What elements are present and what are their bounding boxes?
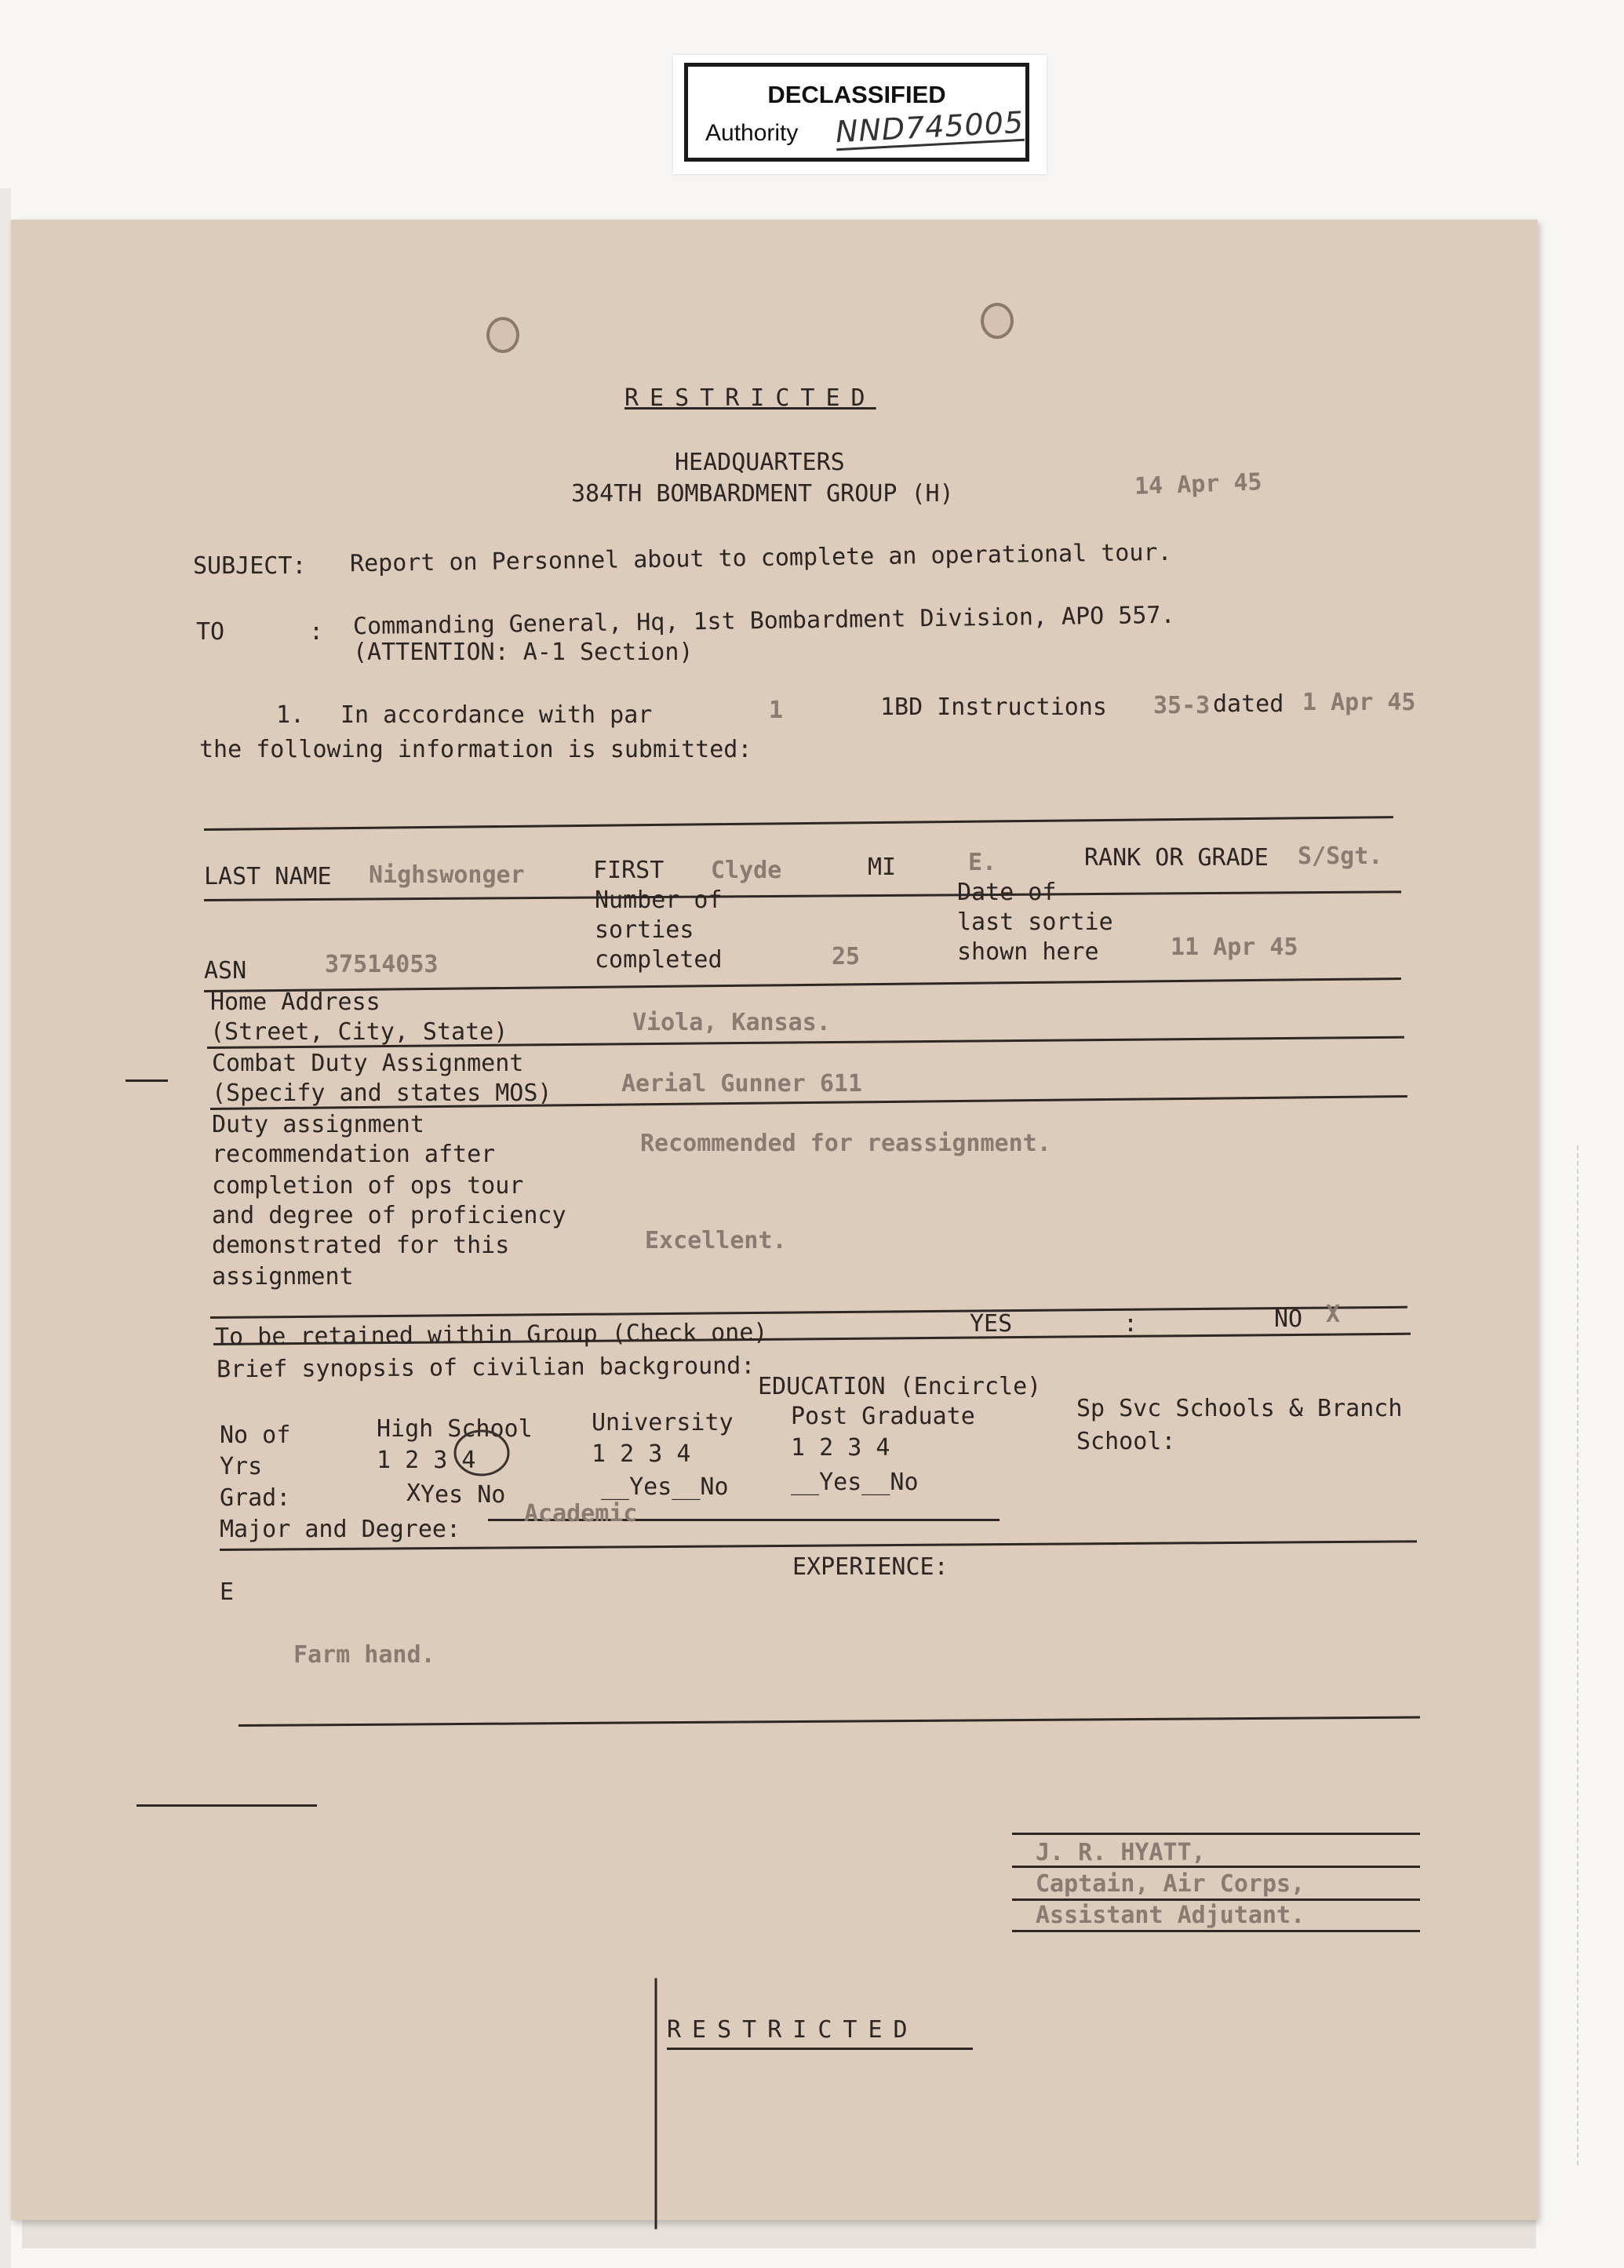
- university-label: University: [592, 1409, 734, 1436]
- post-graduate-label: Post Graduate: [791, 1403, 975, 1430]
- duty-label-6: assignment: [212, 1263, 354, 1291]
- para-instructions: 1BD Instructions: [880, 694, 1107, 721]
- mi-label: MI: [868, 854, 897, 881]
- last-name-label: LAST NAME: [204, 863, 332, 890]
- rank-label: RANK OR GRADE: [1084, 844, 1269, 872]
- retained-colon: :: [1123, 1310, 1138, 1338]
- high-school-grad-mark: X: [406, 1480, 421, 1507]
- declassified-stamp: [673, 55, 1047, 174]
- document-page: [11, 220, 1538, 2220]
- combat-label-1: Combat Duty Assignment: [212, 1050, 524, 1077]
- para-instructions-value: 35-3: [1153, 692, 1211, 719]
- experience-value: Farm hand.: [293, 1641, 435, 1669]
- encircle-year-4-mark: [450, 1425, 513, 1481]
- retained-no-mark: X: [1326, 1301, 1341, 1328]
- classification-bottom: RESTRICTED: [667, 2016, 919, 2044]
- duty-label-3: completion of ops tour: [212, 1172, 524, 1200]
- home-label-2: (Street, City, State): [210, 1018, 508, 1046]
- signature-rule-4: [1012, 1930, 1420, 1932]
- duty-label-2: recommendation after: [212, 1141, 496, 1168]
- sorties-label-1: Number of: [595, 886, 723, 914]
- signature-rule-1: [1012, 1833, 1420, 1835]
- signature-title-2: Assistant Adjutant.: [1036, 1902, 1305, 1929]
- paper-edge-bottom: [22, 2217, 1536, 2248]
- form-rule-name: [204, 890, 1401, 901]
- subject-label: SUBJECT:: [193, 552, 307, 580]
- sorties-value: 25: [832, 943, 861, 970]
- stray-mark-margin: [126, 1079, 168, 1082]
- first-label: FIRST: [593, 857, 665, 884]
- last-name-value: Nighswonger: [369, 861, 525, 889]
- para-text-2: the following information is submitted:: [199, 736, 752, 763]
- to-line-2: (ATTENTION: A-1 Section): [353, 639, 694, 666]
- form-rule-duty: [210, 1306, 1407, 1319]
- duty-label-1: Duty assignment: [212, 1111, 424, 1138]
- stamp-authority-code: NND745005: [834, 104, 1025, 150]
- no-of-label: No of: [220, 1422, 291, 1449]
- classification-bottom-underline: [667, 2048, 973, 2050]
- header-headquarters: HEADQUARTERS: [675, 449, 845, 476]
- para-text-1: In accordance with par: [340, 701, 653, 729]
- high-school-label: High School: [377, 1415, 533, 1443]
- major-value: Academic: [524, 1500, 638, 1527]
- stamp-title: DECLASSIFIED: [767, 81, 946, 108]
- to-label: TO: [196, 618, 225, 646]
- mi-value: E.: [968, 849, 997, 876]
- home-label-1: Home Address: [210, 988, 381, 1016]
- rank-value: S/Sgt.: [1298, 843, 1383, 870]
- signature-rule-3: [1012, 1898, 1420, 1901]
- duty-label-5: demonstrated for this: [212, 1232, 510, 1259]
- retained-label: To be retained within Group (Check one): [214, 1318, 768, 1352]
- duty-label-4: and degree of proficiency: [212, 1202, 566, 1229]
- home-value: Viola, Kansas.: [632, 1009, 831, 1036]
- header-group: 384TH BOMBARDMENT GROUP (H): [571, 480, 954, 508]
- vertical-crease-mark: [655, 1979, 657, 2230]
- experience-label: EXPERIENCE:: [792, 1553, 949, 1581]
- sp-svc-label-1: Sp Svc Schools & Branch: [1076, 1395, 1403, 1422]
- para-dated-label: dated: [1213, 690, 1284, 718]
- retained-no-label: NO: [1274, 1305, 1303, 1333]
- signature-title-1: Captain, Air Corps,: [1036, 1870, 1305, 1898]
- last-sortie-label-3: shown here: [957, 938, 1099, 966]
- background-handwriting: [1577, 1145, 1610, 2165]
- asn-label: ASN: [204, 957, 247, 985]
- duty-value-proficiency: Excellent.: [645, 1227, 787, 1254]
- para-number-value: 1: [769, 697, 784, 724]
- form-rule-experience-bottom: [239, 1716, 1420, 1727]
- post-graduate-years: 1 2 3 4: [791, 1434, 890, 1462]
- paper-edge-left: [0, 188, 11, 2268]
- sorties-label-2: sorties: [595, 916, 694, 944]
- para-dated-value: 1 Apr 45: [1302, 689, 1416, 716]
- combat-label-2: (Specify and states MOS): [212, 1079, 552, 1107]
- high-school-grad-options: Yes No: [421, 1481, 506, 1509]
- last-sortie-label-2: last sortie: [957, 908, 1113, 936]
- yrs-label: Yrs: [220, 1453, 263, 1480]
- signature-name: J. R. HYATT,: [1036, 1839, 1206, 1866]
- stamp-authority-label: Authority: [705, 120, 799, 146]
- form-rule-asn: [204, 977, 1401, 992]
- stamp-frame: [684, 63, 1029, 162]
- asn-value: 37514053: [325, 951, 439, 978]
- form-rule-top: [204, 816, 1393, 831]
- para-number: 1.: [276, 701, 305, 729]
- last-sortie-value: 11 Apr 45: [1171, 934, 1298, 961]
- punch-hole-right: [981, 303, 1014, 339]
- punch-hole-left: [486, 317, 519, 353]
- classification-top: RESTRICTED: [624, 384, 876, 412]
- duty-value-recommendation: Recommended for reassignment.: [640, 1130, 1051, 1157]
- document-date: 14 Apr 45: [1134, 468, 1263, 501]
- grad-label: Grad:: [220, 1484, 291, 1512]
- university-years: 1 2 3 4: [592, 1440, 691, 1468]
- sorties-label-3: completed: [595, 946, 723, 974]
- last-sortie-label-1: Date of: [957, 879, 1057, 906]
- sp-svc-label-2: School:: [1076, 1428, 1176, 1455]
- high-school-years: 1 2 3 4: [377, 1447, 476, 1474]
- first-value: Clyde: [711, 857, 782, 884]
- synopsis-label: Brief synopsis of civilian background:: [216, 1352, 756, 1384]
- post-graduate-grad-options: __Yes__No: [791, 1469, 919, 1496]
- to-colon: :: [309, 618, 324, 646]
- education-label: EDUCATION (Encircle): [758, 1373, 1042, 1400]
- stray-mark-left: [137, 1804, 317, 1807]
- subject-text: Report on Personnel about to complete an operational tour.: [349, 538, 1172, 578]
- combat-value: Aerial Gunner 611: [621, 1070, 863, 1098]
- e-label: E: [220, 1578, 235, 1606]
- university-grad-options: __Yes__No: [601, 1473, 729, 1501]
- retained-yes-label: YES: [970, 1310, 1013, 1338]
- major-label: Major and Degree:: [220, 1516, 461, 1543]
- to-line-1: Commanding General, Hq, 1st Bombardment Division, APO 557.: [352, 601, 1175, 641]
